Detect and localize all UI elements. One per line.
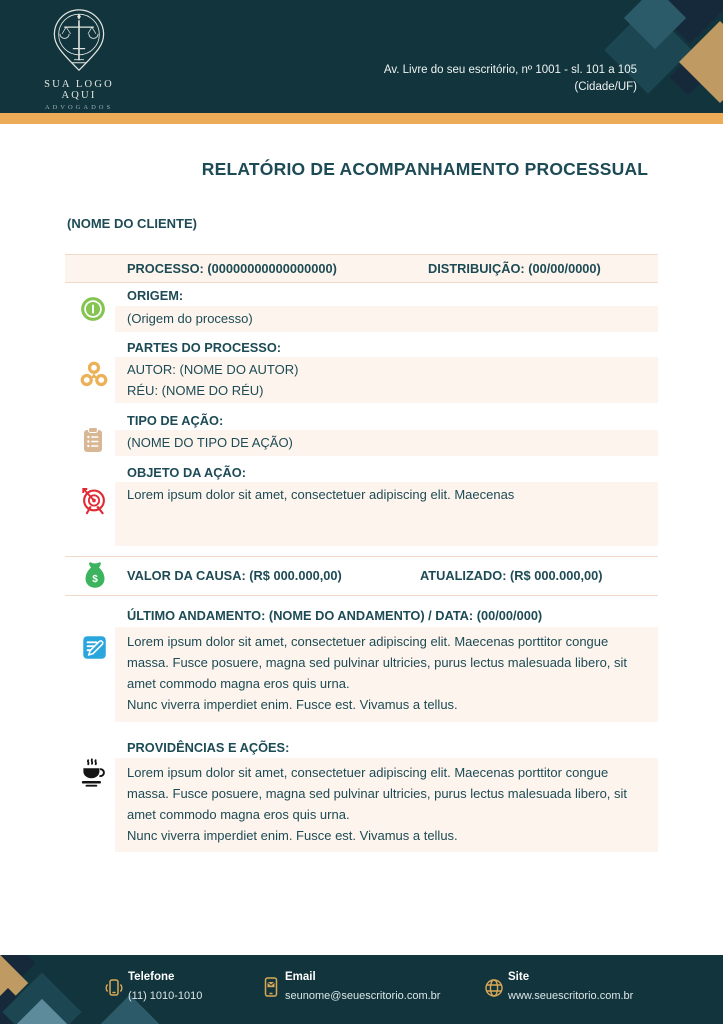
target-icon [80,486,108,521]
email-icon [260,976,282,1004]
andamento-paragraph-2: Nunc viverra imperdiet enim. Fusce est. Vivamus a tellus. [127,697,458,712]
andamento-label: ÚLTIMO ANDAMENTO: (NOME DO ANDAMENTO) / DATA: (00/00/000) [127,608,543,623]
providencias-paragraph-2: Nunc viverra imperdiet enim. Fusce est. Vivamus a tellus. [127,828,458,843]
group-circles-icon [79,359,109,394]
money-bag-icon [83,560,107,596]
objeto-acao-label: OBJETO DA AÇÃO: [127,465,246,480]
valor-row [65,556,658,596]
tipo-acao-value: (NOME DO TIPO DE AÇÃO) [115,430,658,456]
logo-subtitle: ADVOGADOS [44,104,114,111]
providencias-label: PROVIDÊNCIAS E AÇÕES: [127,740,290,755]
logo-name: SUA LOGO AQUI [44,79,114,101]
processo-field: PROCESSO: (00000000000000000) [127,261,337,276]
andamento-paragraph-1: Lorem ipsum dolor sit amet, consectetuer adipiscing elit. Maecenas porttitor congue massa. Fusce posuere, magna sed pulvinar ultricies, purus lectus malesuada libero, sit amet commodo magna eros quis urna. [127,634,628,691]
providencias-text [115,758,658,852]
process-row [65,254,658,283]
valor-causa-field: VALOR DA CAUSA: (R$ 000.000,00) [127,568,342,583]
info-icon [80,296,106,327]
svg-text:$: $ [92,574,98,585]
phone-icon [103,977,125,1004]
email-label: Email [285,971,316,983]
objeto-acao-value: Lorem ipsum dolor sit amet, consectetuer adipiscing elit. Maecenas [115,482,658,546]
edit-document-icon [81,634,108,666]
partes-value [115,357,658,403]
gold-divider [0,113,723,124]
scales-of-justice-icon [48,8,110,72]
distribuicao-field: DISTRIBUIÇÃO: (00/00/0000) [428,261,601,276]
phone-value: (11) 1010-1010 [128,990,203,1002]
valor-atualizado-field: ATUALIZADO: (R$ 000.000,00) [420,568,603,583]
autor-line: AUTOR: (NOME DO AUTOR) [127,362,299,377]
page-header [0,0,723,113]
tipo-acao-label: TIPO DE AÇÃO: [127,413,224,428]
page-title: RELATÓRIO DE ACOMPANHAMENTO PROCESSUAL [201,159,649,179]
phone-label: Telefone [128,971,175,983]
page-footer [0,955,723,1024]
andamento-text [115,627,658,722]
email-value: seunome@seuescritorio.com.br [285,990,441,1002]
reu-line: RÉU: (NOME DO RÉU) [127,383,264,398]
globe-icon [483,977,505,1004]
clipboard-icon [81,426,105,460]
client-name: (NOME DO CLIENTE) [67,216,197,231]
partes-label: PARTES DO PROCESSO: [127,340,282,355]
providencias-paragraph-1: Lorem ipsum dolor sit amet, consectetuer adipiscing elit. Maecenas porttitor congue massa. Fusce posuere, magna sed pulvinar ultricies, purus lectus malesuada libero, sit amet commodo magna eros quis urna. [127,765,628,822]
office-address [384,62,637,96]
coffee-cup-icon [78,757,108,794]
origem-value: (Origem do processo) [115,306,658,332]
site-value: www.seuescritorio.com.br [508,990,634,1002]
origem-label: ORIGEM: [127,288,184,303]
site-label: Site [508,971,530,983]
address-line2: (Cidade/UF) [574,81,637,93]
logo [26,8,132,111]
address-line1: Av. Livre do seu escritório, nº 1001 - sl. 101 a 105 [383,64,637,76]
